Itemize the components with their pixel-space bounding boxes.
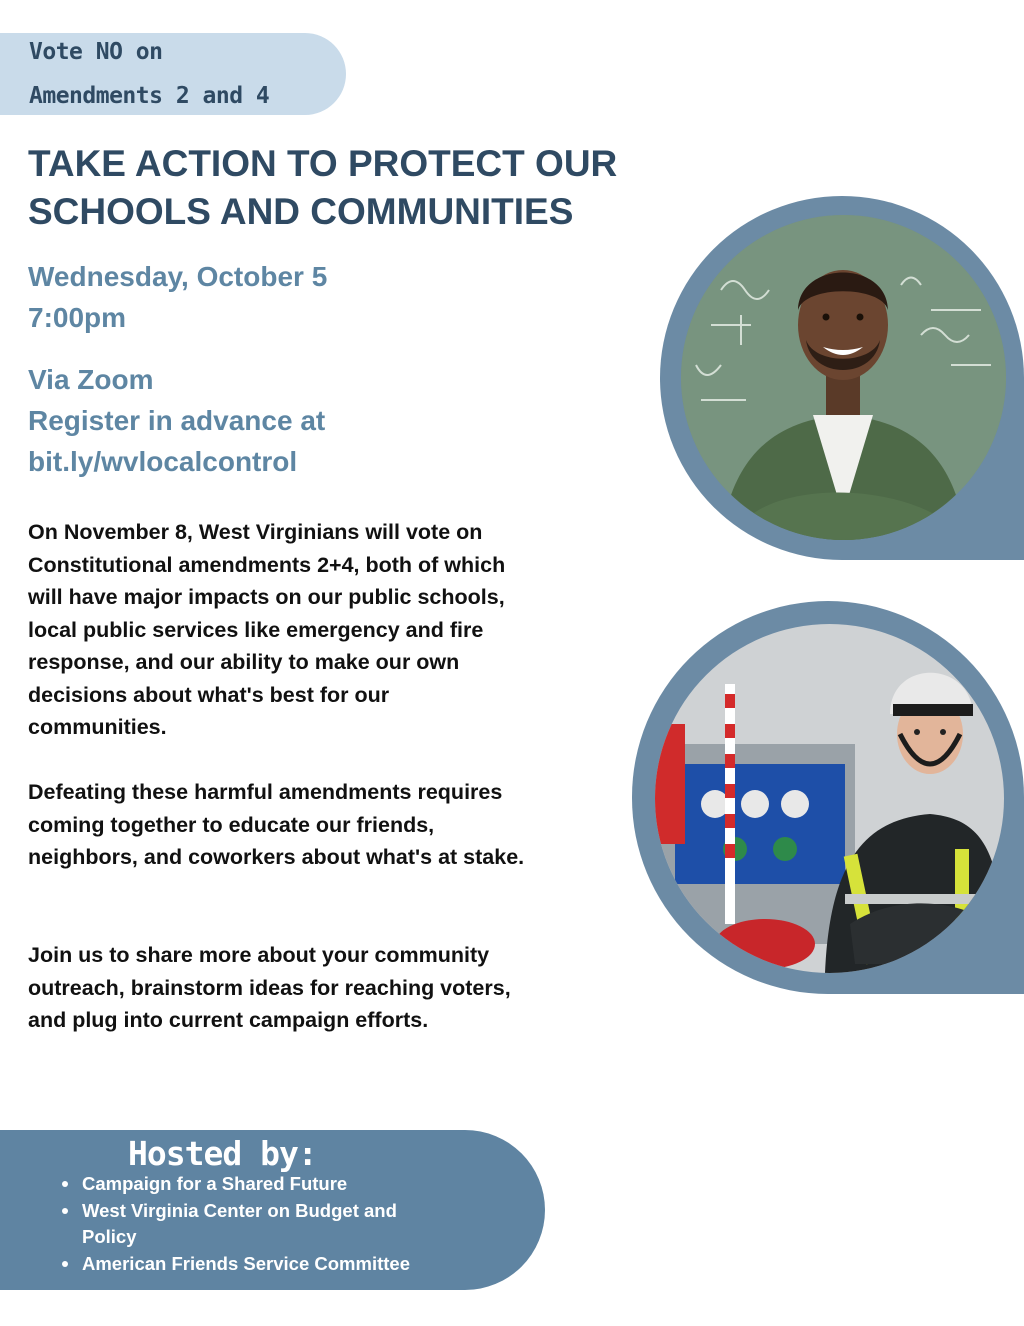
body-paragraph-2: Defeating these harmful amendments requires coming together to educate our friends, neighbors, and coworkers about what's at stake. — [28, 780, 525, 869]
host-item: West Virginia Center on Budget and Policy — [62, 1198, 442, 1251]
event-venue: Via Zoom — [28, 364, 154, 395]
hosts-list — [62, 1171, 442, 1277]
teacher-photo — [681, 215, 1006, 540]
event-time: 7:00pm — [28, 302, 127, 333]
firefighter-photo — [655, 624, 1004, 973]
body-paragraph-1: On November 8, West Virginians will vote on Constitutional amendments 2+4, both of which will have major impacts on our public schools, local public services like emergency and fire response, and our ability to make our own decisions about what's best for our communities. — [28, 520, 506, 739]
host-item: American Friends Service Committee — [62, 1251, 442, 1278]
badge-line-1: Vote NO on — [29, 39, 163, 65]
body-paragraph-3: Join us to share more about your community outreach, brainstorm ideas for reaching voters, and plug into current campaign efforts. — [28, 943, 511, 1032]
event-date: Wednesday, October 5 — [28, 261, 328, 292]
register-text: Register in advance at — [28, 405, 326, 436]
host-item: Campaign for a Shared Future — [62, 1171, 442, 1198]
page-title: TAKE ACTION TO PROTECT OUR SCHOOLS AND COMMUNITIES — [28, 143, 618, 232]
register-link[interactable]: bit.ly/wvlocalcontrol — [28, 446, 298, 477]
hosted-by-title: Hosted by: — [128, 1134, 317, 1173]
badge-line-2: Amendments 2 and 4 — [29, 83, 270, 109]
